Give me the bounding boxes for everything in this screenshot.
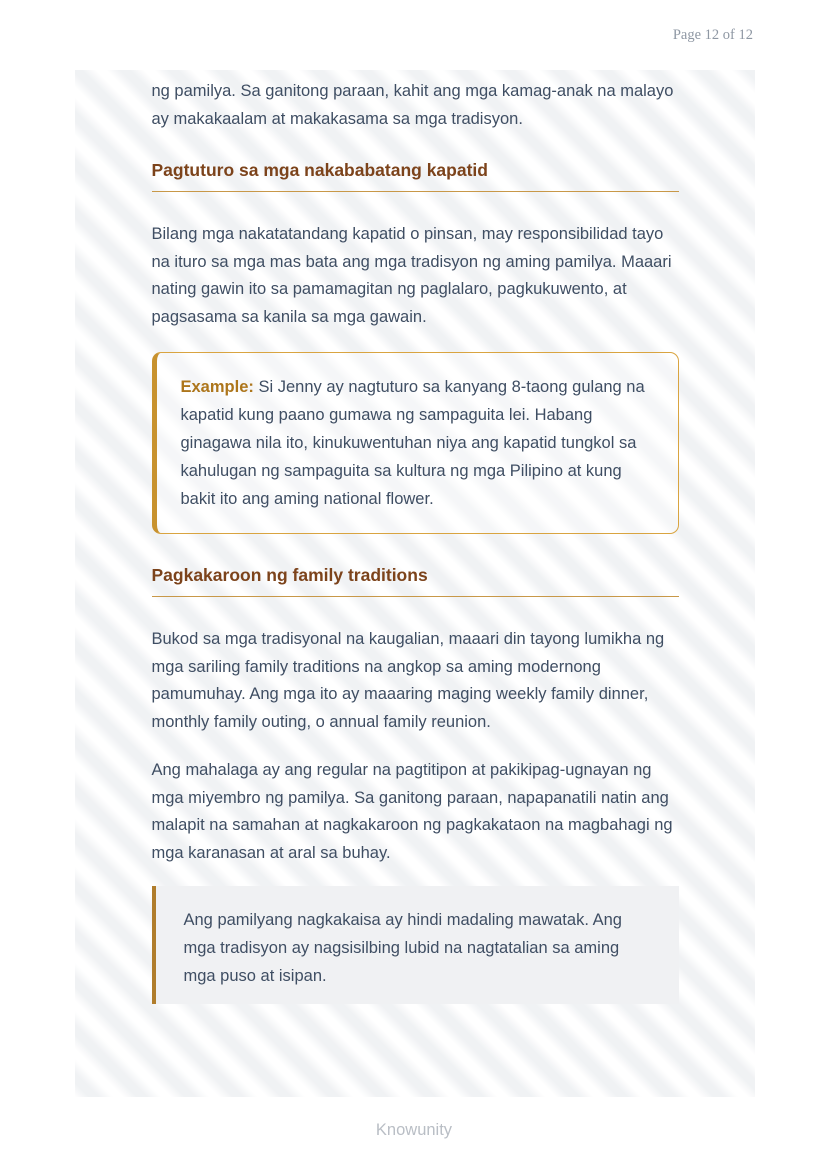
intro-paragraph: ng pamilya. Sa ganitong paraan, kahit ang mga kamag-anak na malayo ay makakaalam at makakasama sa mga tradisyon. [151, 82, 674, 128]
heading-underline [152, 191, 679, 192]
heading-underline [152, 596, 679, 597]
quote-text: Ang pamilyang nagkakaisa ay hindi madaling mawatak. Ang mga tradisyon ay nagsisilbing lubid na nagtatalian sa aming mga puso at isipan. [183, 911, 622, 985]
section-heading-pagtuturo: Pagtuturo sa mga nakababatang kapatid [151, 160, 488, 180]
section2-paragraph-2: Ang mahalaga ay ang regular na pagtitipon at pakikipag-ugnayan ng mga miyembro ng pamilya. Sa ganitong paraan, napapanatili natin ang malapit na samahan at nagkakaroon ng pagkakataon na magbahagi ng mga karanasan at aral sa buhay. [151, 761, 673, 862]
example-callout-box [152, 352, 679, 534]
section1-paragraph: Bilang mga nakatatandang kapatid o pinsan, may responsibilidad tayo na ituro sa mga mas bata ang mga tradisyon ng aming pamilya. Maaari nating gawin ito sa pamamagitan ng paglalaro, pagkukuwento, at pagsasama sa kanila sa mga gawain. [151, 225, 672, 326]
striped-content-sheet [75, 70, 755, 1097]
example-label: Example: [180, 378, 254, 396]
example-paragraph [181, 373, 654, 513]
quote-callout-box [152, 886, 679, 1004]
footer-brand: Knowunity [375, 1121, 453, 1139]
document-body [152, 70, 679, 1004]
example-text: Si Jenny ay nagtuturo sa kanyang 8-taong gulang na kapatid kung paano gumawa ng sampaguita lei. Habang ginagawa nila ito, kinukuwentuhan niya ang kapatid tungkol sa kahulugan ng sampaguita sa kultura ng mga Pilipino at kung bakit ito ang aming national flower. [180, 378, 645, 508]
section2-paragraph-1: Bukod sa mga tradisyonal na kaugalian, maaari din tayong lumikha ng mga sariling family traditions na angkop sa aming modernong pamumuhay. Ang mga ito ay maaaring maging weekly family dinner, monthly family outing, o annual family reunion. [151, 630, 665, 731]
page-number-indicator: Page 12 of 12 [672, 27, 753, 43]
section-heading-pagkakaroon: Pagkakaroon ng family traditions [151, 565, 428, 585]
